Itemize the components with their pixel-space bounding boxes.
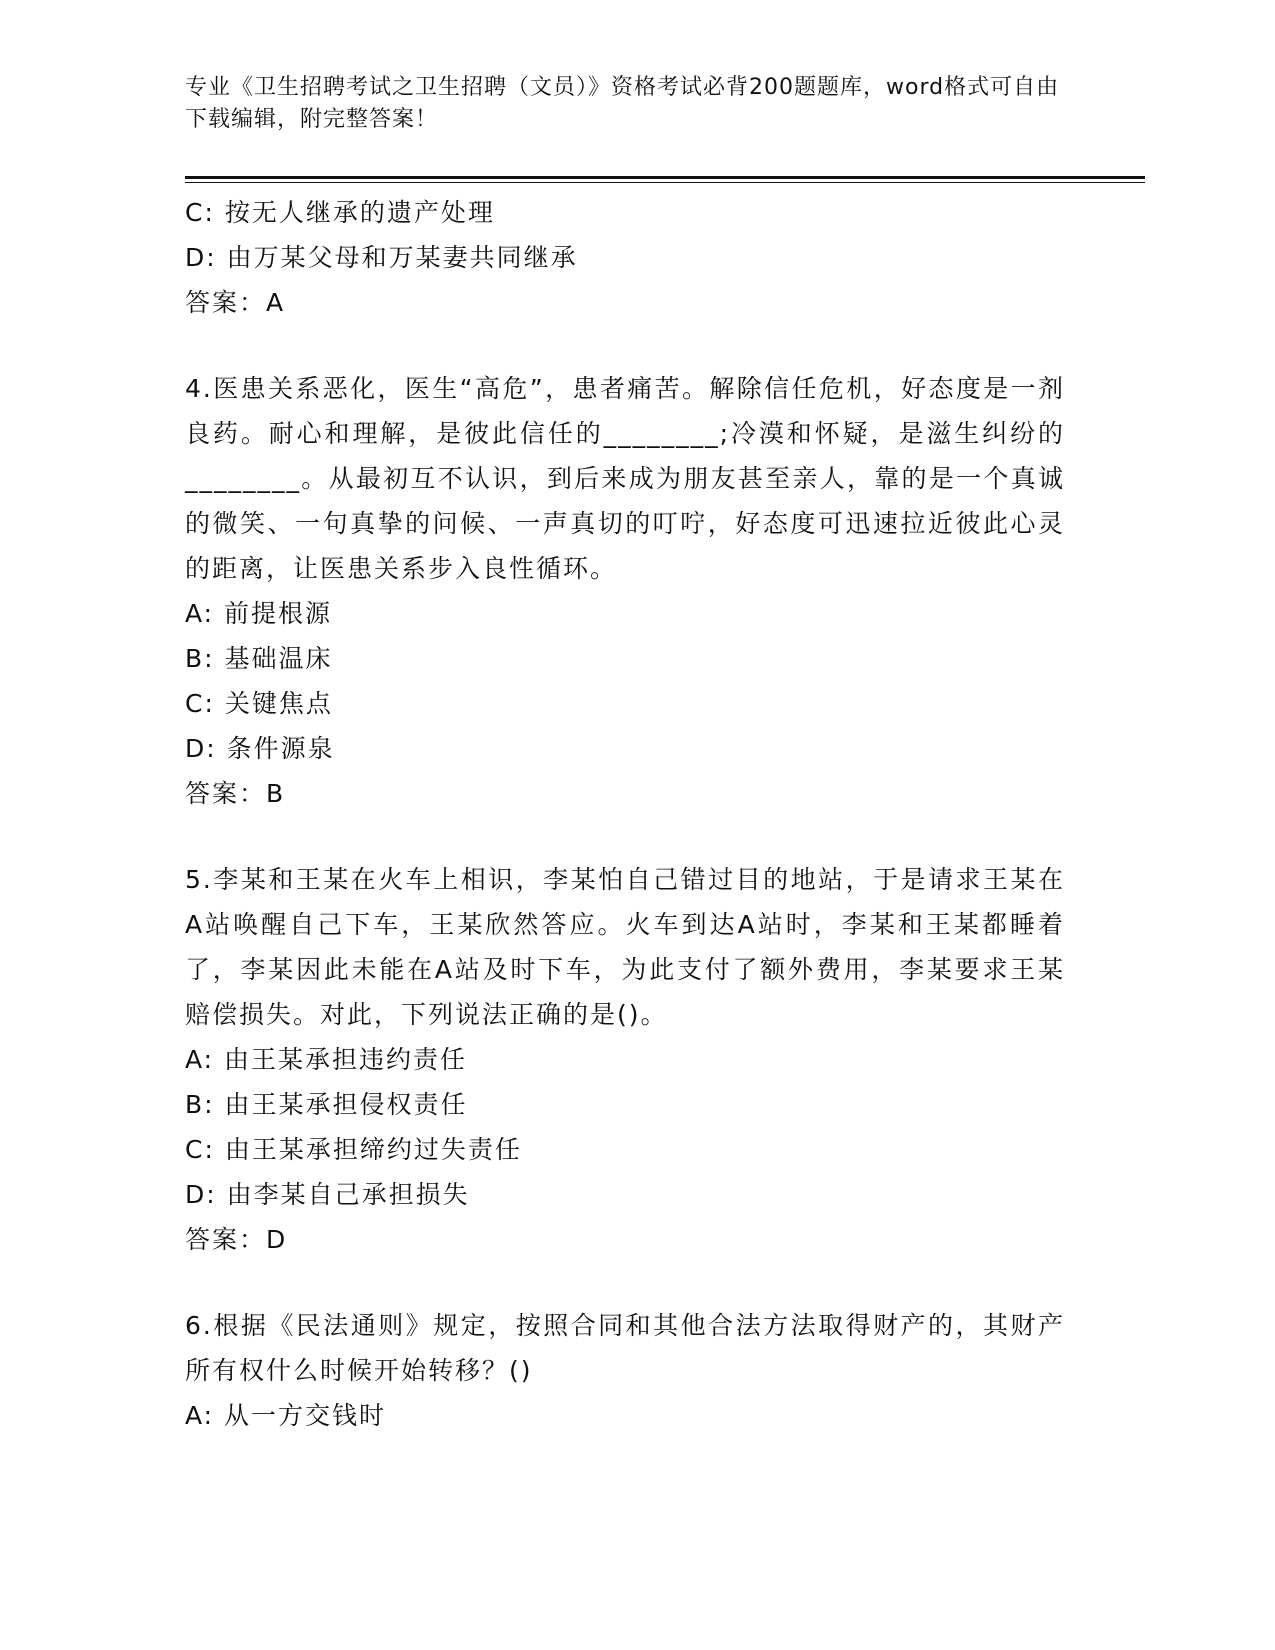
page-header: 专业《卫生招聘考试之卫生招聘（文员）》资格考试必背200题题库，word格式可自由下载编辑，附完整答案！	[185, 75, 1060, 132]
question-stem: 4.医患关系恶化，医生“高危”，患者痛苦。解除信任危机，好态度是一剂良药。耐心和理解，是彼此信任的________;冷漠和怀疑，是滋生纠纷的________。从最初互不认识，到后来成为朋友甚至亲人，靠的是一个真诚的微笑、一句真挚的问候、一声真切的叮咛，好态度可迅速拉近彼此心灵的距离，让医患关系步入良性循环。	[185, 374, 1065, 583]
option-c: C: 按无人继承的遗产处理	[185, 198, 495, 227]
option-c: C: 关键焦点	[185, 689, 333, 718]
header-rule-thin	[185, 182, 1145, 183]
option-a: A: 由王某承担违约责任	[185, 1045, 468, 1074]
answer-line: 答案：D	[185, 1225, 288, 1254]
header-rule-thick	[185, 176, 1145, 179]
question-stem: 5.李某和王某在火车上相识，李某怕自己错过目的地站，于是请求王某在A站唤醒自己下车，王某欣然答应。火车到达A站时，李某和王某都睡着了，李某因此未能在A站及时下车，为此支付了额外费用，李某要求王某赔偿损失。对此，下列说法正确的是()。	[185, 865, 1065, 1029]
question-stem: 6.根据《民法通则》规定，按照合同和其他合法方法取得财产的，其财产所有权什么时候开始转移？()	[185, 1311, 1065, 1385]
option-b: B: 基础温床	[185, 644, 333, 673]
option-b: B: 由王某承担侵权责任	[185, 1090, 468, 1119]
answer-line: 答案：B	[185, 779, 286, 808]
question-6	[185, 1303, 1085, 1438]
question-content	[185, 190, 1085, 1438]
question-5	[185, 857, 1085, 1263]
option-a: A: 前提根源	[185, 599, 333, 628]
option-d: D: 条件源泉	[185, 734, 335, 763]
answer-line: 答案：A	[185, 288, 286, 317]
question-3-tail	[185, 190, 1085, 326]
option-d: D: 由李某自己承担损失	[185, 1180, 470, 1209]
question-4	[185, 366, 1085, 817]
option-a: A: 从一方交钱时	[185, 1401, 387, 1430]
option-d: D: 由万某父母和万某妻共同继承	[185, 243, 578, 272]
option-c: C: 由王某承担缔约过失责任	[185, 1135, 522, 1164]
